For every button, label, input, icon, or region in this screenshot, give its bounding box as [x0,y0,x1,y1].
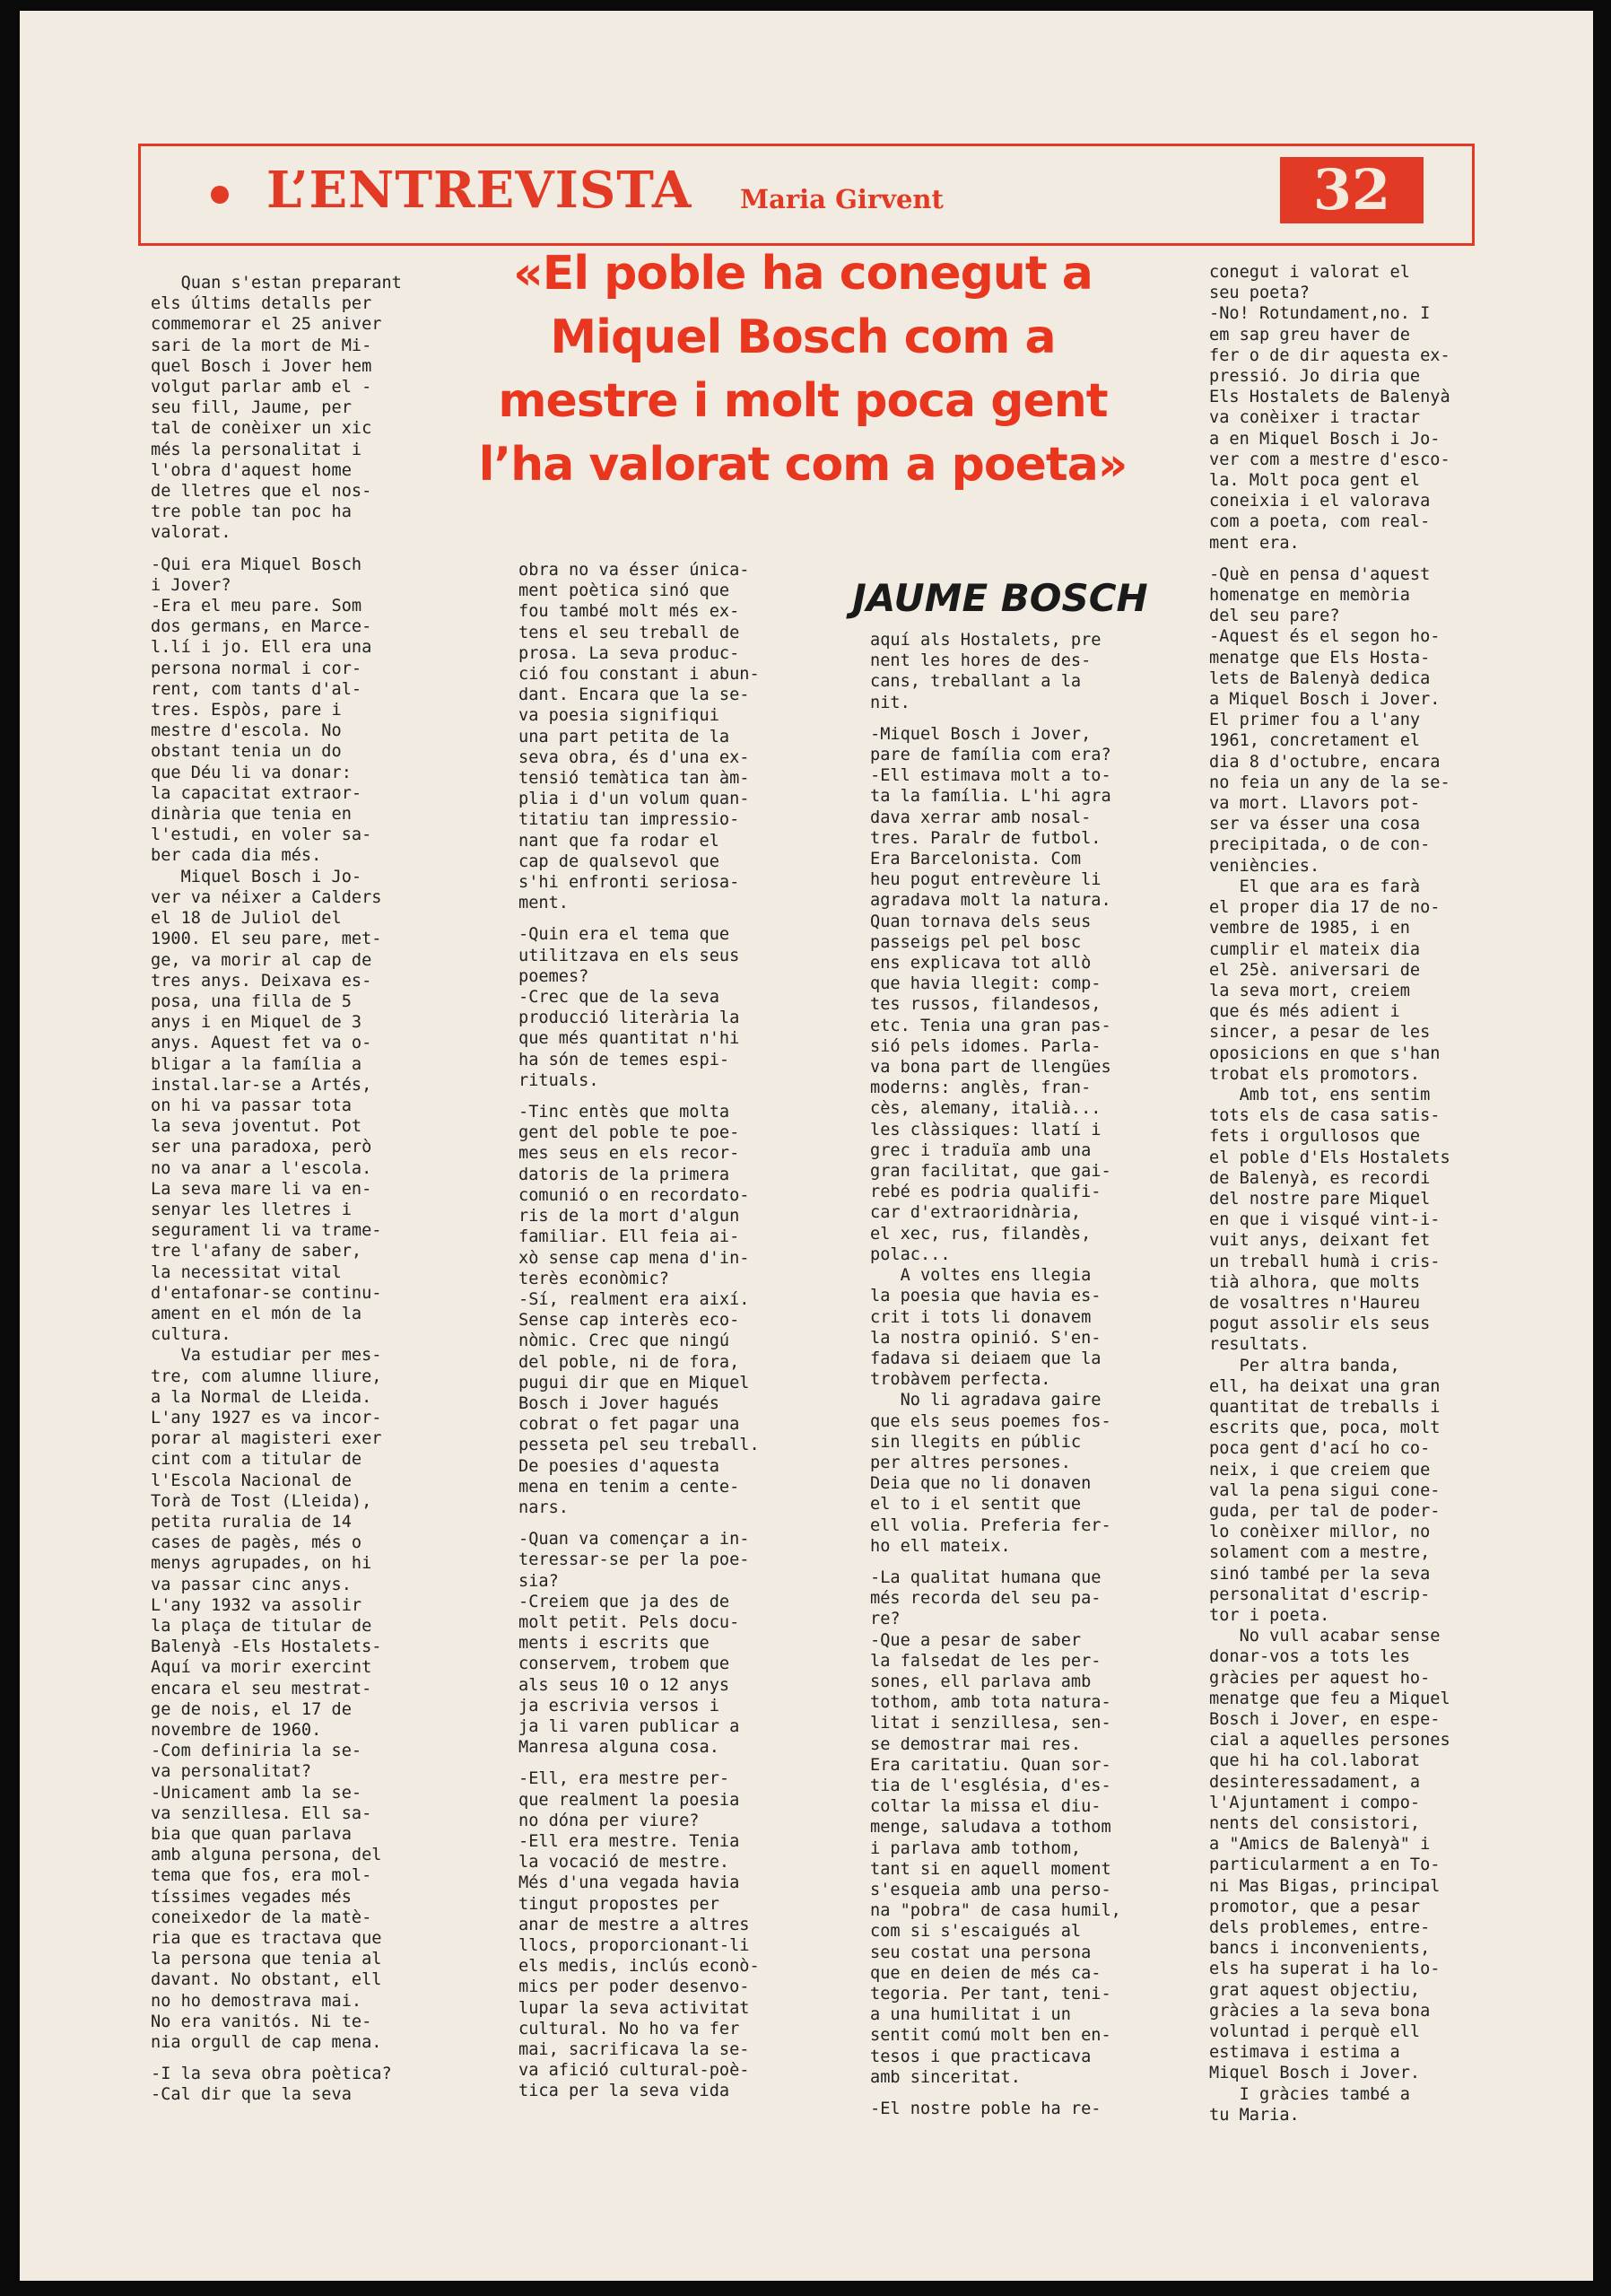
paragraph: -I la seva obra poètica? -Cal dir que la seva [151,2065,392,2105]
magazine-page [20,11,1593,2281]
bullet-icon [211,186,229,204]
paragraph: -Miquel Bosch i Jover, pare de família com era? -Ell estimava molt a to- ta la família. L'hi agra dava xerrar amb nosal- tres. Paralr de futbol. Era Barcelonista. Com heu pogut entrevèure li agradava molt la natura. Quan tornava dels seus passeigs pel pel bosc ens explicava tot allò que havia llegit: comp- tes russos, filandesos, etc. Tenia una gran pas- sió pels idomes. Parla- va bona part de llengües moderns: anglès, fran- cès, alemany, italià... les clàssiques: llatí i grec i traduïa amb una gran facilitat, que gai- rebé es podria qualifi- car d'extraoridnària, el xec, rus, filandès, polac... A voltes ens llegia la poesia que havia es- crit i tots li donavem la nostra opinió. S'en- fadava si deiaem que la trobàvem perfecta. No li agradava gaire que els seus poemes fos- sin llegits en públic per altres persones. Deia que no li donaven el to i el sentit que ell volia. Preferia fer- ho ell mateix. [870,724,1111,1556]
paragraph: aquí als Hostalets, pre nent les hores de des- cans, treballant a la nit. [870,631,1102,712]
article-column-2 [518,560,841,2113]
article-column-3 [870,630,1202,2130]
headline: «El poble ha conegut a Miquel Bosch com a mestre i molt poca gent l’ha valorat com a poeta» [478,247,1128,492]
paragraph: -Quin era el tema que utilitzava en els seus poemes? -Crec que de la seva producció literària la que més quantitat n'hi ha són de temes espi- rituals. [518,925,740,1090]
paragraph: -Tinc entès que molta gent del poble te poe- mes seus en els recor- datoris de la primera comunió o en recordato- ris de la mort d'algun familiar. Ell feia ai- xò sense cap mena d'in- terès econòmic? -Sí, realment era així. Sense cap interès eco- nòmic. Crec que ningú del poble, ni de fora, pugui dir que en Miquel Bosch i Jover hagués cobrat o fet pagar una pesseta pel seu treball. De poesies d'aquesta mena en tenim a cente- nars. [518,1103,760,1517]
article-column-4 [1209,262,1505,2136]
article-column-1 [151,273,483,2117]
page-number-box [1280,157,1424,223]
section-title: L’ENTREVISTA [266,161,692,220]
paragraph: Quan s'estan preparant els últims detalls per commemorar el 25 aniver sari de la mort de Mi- quel Bosch i Jover hem volgut parlar amb el - seu fill, Jaume, per tal de conèixer un xic més la personalitat i l'obra d'aquest home de lletres que el nos- tre poble tan poc ha valorat. [151,274,402,543]
paragraph: obra no va ésser única- ment poètica sinó que fou també molt més ex- tens el seu treball de prosa. La seva produc- ció fou constant i abun- dant. Encara que la se- va poesia signifiqui una part petita de la seva obra, és d'una ex- tensió temàtica tan àm- plia i d'un volum quan- titatiu tan impressio- nant que fa rodar el cap de qualsevol que s'hi enfronti seriosa- ment. [518,561,760,913]
author-name: Maria Girvent [740,184,944,214]
paragraph: -Quan va començar a in- teressar-se per la poe- sia? -Creiem que ja des de molt petit. Pels docu- ments i escrits que conservem, trobem que als seus 10 o 12 anys ja escrivia versos i ja li varen publicar a Manresa alguna cosa. [518,1530,750,1758]
byline: JAUME BOSCH [852,576,1148,620]
paragraph: -El nostre poble ha re- [870,2100,1102,2119]
section-header [138,144,1475,246]
page-number: 32 [1312,157,1391,223]
paragraph: -Què en pensa d'aquest homenatge en memòria del seu pare? -Aquest és el segon ho- menatge que Els Hosta- lets de Balenyà dedica a Miquel Bosch i Jover. El primer fou a l'any 1961, concretament el dia 8 d'octubre, encara no feia un any de la se- va mort. Llavors pot- ser va ésser una cosa precipitada, o de con- veniències. El que ara es farà el proper dia 17 de no- vembre de 1985, i en cumplir el mateix dia el 25è. aniversari de la seva mort, creiem que és més adient i sincer, a pesar de les oposicions en que s'han trobat els promotors. Amb tot, ens sentim tots els de casa satis- fets i orgullosos que el poble d'Els Hostalets de Balenyà, es recordi del nostre pare Miquel en que i visqué vint-i- vuit anys, deixant fet un treball humà i cris- tià alhora, que molts de vosaltres n'Haureu pogut assolir els seus resultats. Per altra banda, ell, ha deixat una gran quantitat de treballs i escrits que, poca, molt poca gent d'ací ho co- neix, i que creiem que val la pena sigui cone- guda, per tal de poder- lo conèixer millor, no solament com a mestre, sinó també per la seva personalitat d'escrip- tor i poeta. No vull acabar sense donar-vos a tots les gràcies per aquest ho- menatge que feu a Miquel Bosch i Jover, en espe- cial a aquelles persones que hi ha col.laborat desinteressadament, a l'Ajuntament i compo- nents del consistori, a "Amics de Balenyà" i particularment a en To- ni Mas Bigas, principal promotor, que a pesar dels problemes, entre- bancs i inconvenients, els ha superat i ha lo- grat aquest objectiu, gràcies a la seva bona voluntad i perquè ell estimava i estima a Miquel Bosch i Jover. I gràcies també a tu Maria. [1209,564,1450,2125]
paragraph: -Qui era Miquel Bosch i Jover? -Era el meu pare. Som dos germans, en Marce- l.lí i jo. Ell era una persona normal i cor- rent, com tants d'al- tres. Espòs, pare i mestre d'escola. No obstant tenia un do que Déu li va donar: la capacitat extraor- dinària que tenia en l'estudi, en voler sa- ber cada dia més. Miquel Bosch i Jo- ver va néixer a Calders el 18 de Juliol del 1900. El seu pare, met- ge, va morir al cap de tres anys. Deixava es- posa, una filla de 5 anys i en Miquel de 3 anys. Aquest fet va o- bligar a la família a instal.lar-se a Artés, on hi va passar tota la seva joventut. Pot ser una paradoxa, però no va anar a l'escola. La seva mare li va en- senyar les lletres i segurament li va trame- tre l'afany de saber, la necessitat vital d'entafonar-se continu- ament en el món de la cultura. Va estudiar per mes- tre, com alumne lliure, a la Normal de Lleida. L'any 1927 es va incor- porar al magisteri exer cint com a titular de l'Escola Nacional de Torà de Tost (Lleida), petita ruralia de 14 cases de pagès, més o menys agrupades, on hi va passar cinc anys. L'any 1932 va assolir la plaça de titular de Balenyà -Els Hostalets- Aquí va morir exercint encara el seu mestrat- ge de nois, el 17 de novembre de 1960. -Com definiria la se- va personalitat? -Unicament amb la se- va senzillesa. Ell sa- bia que quan parlava amb alguna persona, del tema que fos, era mol- tíssimes vegades més coneixedor de la matè- ria que es tractava que la persona que tenia al davant. No obstant, ell no ho demostrava mai. No era vanitós. Ni te- nia orgull de cap mena. [151,554,382,2053]
paragraph: -Ell, era mestre per- que realment la poesia no dóna per viure? -Ell era mestre. Tenia la vocació de mestre. Més d'una vegada havia tingut propostes per anar de mestre a altres llocs, proporcionant-li els medis, inclús econò- mics per poder desenvo- lupar la seva activitat cultural. No ho va fer mai, sacrificava la se- va afició cultural-poè- tica per la seva vida [518,1769,760,2101]
paragraph: conegut i valorat el seu poeta? -No! Rotundament,no. I em sap greu haver de fer o de dir aquesta ex- pressió. Jo diria que Els Hostalets de Balenyà va conèixer i tractar a en Miquel Bosch i Jo- ver com a mestre d'esco- la. Molt poca gent el coneixia i el valorava com a poeta, com real- ment era. [1209,263,1450,553]
paragraph: -La qualitat humana que més recorda del seu pa- re? -Que a pesar de saber la falsedat de les per- sones, ell parlava amb tothom, amb tota natura- litat i senzillesa, sen- se demostrar mai res. Era caritatiu. Quan sor- tia de l'església, d'es- coltar la missa el diu- menge, saludava a tothom i parlava amb tothom, tant si en aquell moment s'esqueia amb una perso- na "pobra" de casa humil, com si s'escaigués al seu costat una persona que en deien de més ca- tegoria. Per tant, teni- a una humilitat i un sentit comú molt ben en- tesos i que practicava amb sinceritat. [870,1567,1121,2087]
